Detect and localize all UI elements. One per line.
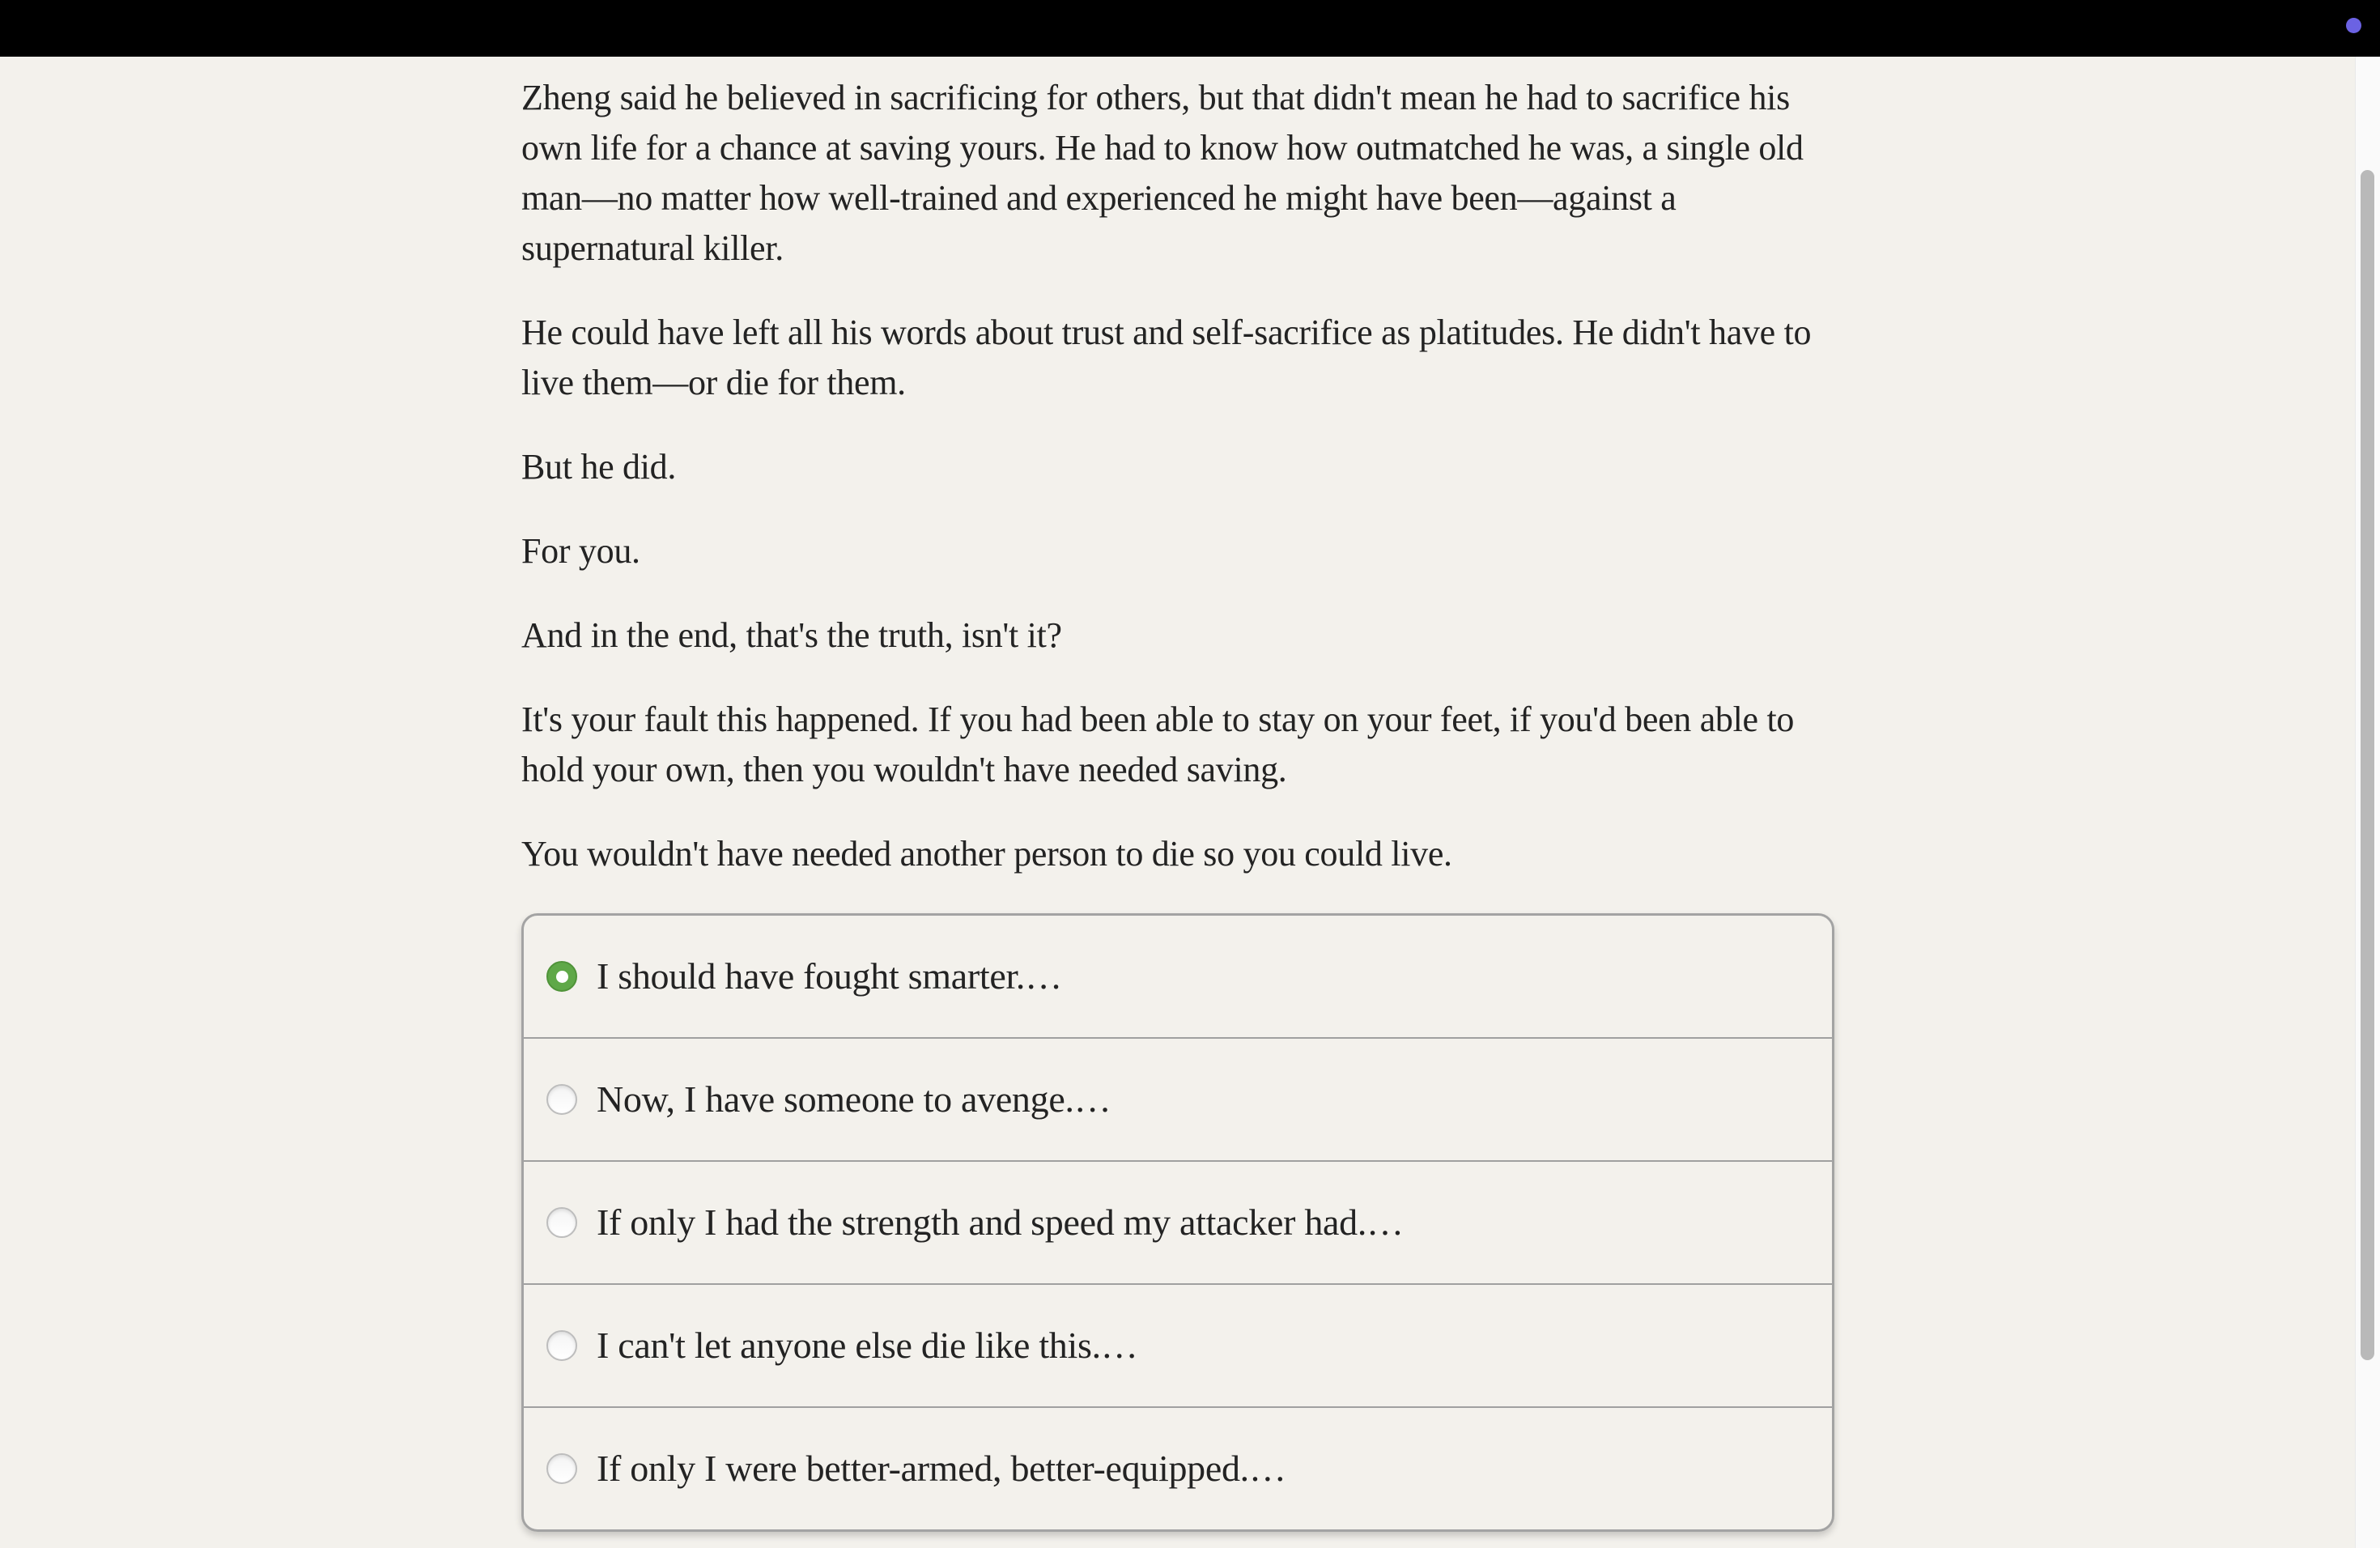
story-content: [521, 57, 1834, 1532]
story-page: [0, 57, 2356, 1548]
choice-label: If only I had the strength and speed my attacker had.…: [597, 1201, 1404, 1243]
choice-label: If only I were better-armed, better-equipped.…: [597, 1448, 1286, 1489]
radio-button-icon[interactable]: [546, 1330, 577, 1361]
top-bar: [0, 0, 2380, 57]
choice-label: I should have fought smarter.…: [597, 955, 1062, 997]
scrollbar-thumb[interactable]: [2361, 170, 2374, 1360]
story-paragraph: It's your fault this happened. If you had been able to stay on your feet, if you'd been able to hold your own, then you wouldn't have needed saving.: [521, 700, 1795, 789]
status-indicator-dot: [2346, 18, 2361, 33]
scrollbar-track[interactable]: [2355, 57, 2380, 1548]
choice-list: [521, 913, 1834, 1532]
choice-label: I can't let anyone else die like this.…: [597, 1325, 1138, 1366]
story-paragraph: Zheng said he believed in sacrificing for others, but that didn't mean he had to sacrifice his own life for a chance at saving yours. He had to know how outmatched he was, a single old man—no matter how well-trained and experienced he might have been—against a supernatural killer.: [521, 78, 1804, 268]
story-paragraph: But he did.: [521, 447, 677, 487]
story-paragraph: And in the end, that's the truth, isn't it?: [521, 615, 1062, 655]
choice-option-2[interactable]: [524, 1037, 1832, 1160]
choice-option-1[interactable]: [524, 916, 1832, 1037]
story-paragraph: You wouldn't have needed another person to die so you could live.: [521, 834, 1452, 874]
choice-label: Now, I have someone to avenge.…: [597, 1078, 1111, 1120]
story-paragraph: For you.: [521, 531, 640, 571]
choice-option-5[interactable]: [524, 1406, 1832, 1529]
radio-button-icon[interactable]: [546, 1453, 577, 1484]
radio-button-icon[interactable]: [546, 1207, 577, 1238]
radio-button-icon[interactable]: [546, 961, 577, 992]
choice-option-4[interactable]: [524, 1283, 1832, 1406]
choice-option-3[interactable]: [524, 1160, 1832, 1283]
radio-button-icon[interactable]: [546, 1084, 577, 1115]
story-paragraph: He could have left all his words about trust and self-sacrifice as platitudes. He didn't have to live them—or die for them.: [521, 313, 1812, 402]
